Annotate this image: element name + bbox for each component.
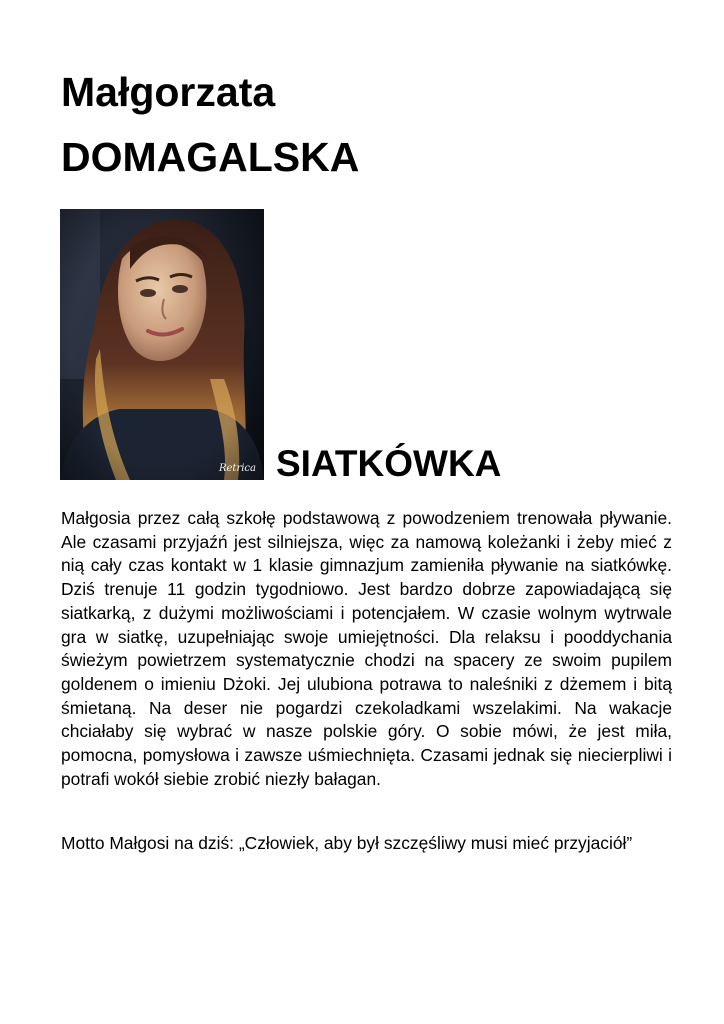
portrait-photo xyxy=(60,209,264,480)
motto-line: Motto Małgosi na dziś: „Człowiek, aby był szczęśliwy musi mieć przyjaciół” xyxy=(61,833,633,853)
photo-watermark: Retrica xyxy=(218,463,256,474)
first-name-heading: Małgorzata xyxy=(61,69,276,115)
bio-paragraph: Małgosia przez całą szkołę podstawową z powodzeniem trenowała pływanie. Ale czasami przyjaźń jest silniejsza, więc za namową koleżanki i żeby mieć z nią cały czas kontakt w 1 klasie gimnazjum zamieniła pływanie na siatkówkę. Dziś trenuje 11 godzin tygodniowo. Jest bardzo dobrze zapowiadającą się siatkarką, z dużymi możliwościami i potencjałem. W czasie wolnym wytrwale gra w siatkę, uzupełniając swoje umiejętności. Dla relaksu i pooddychania świeżym powietrzem systematycznie chodzi na spacery ze swoim pupilem goldenem o imieniu Dżoki. Jej ulubiona potrawa to naleśniki z dżemem i bitą śmietaną. Na deser nie pogardzi czekoladkami wszelakimi. Na wakacje chciałaby się wybrać w nasze polskie góry. O sobie mówi, że jest miła, pomocna, pomysłowa i zawsze uśmiechnięta. Czasami jednak się niecierpliwi i potrafi wokół siebie zrobić niezły bałagan. xyxy=(61,508,672,789)
last-name-heading: DOMAGALSKA xyxy=(61,134,360,180)
sport-heading: SIATKÓWKA xyxy=(276,443,502,484)
